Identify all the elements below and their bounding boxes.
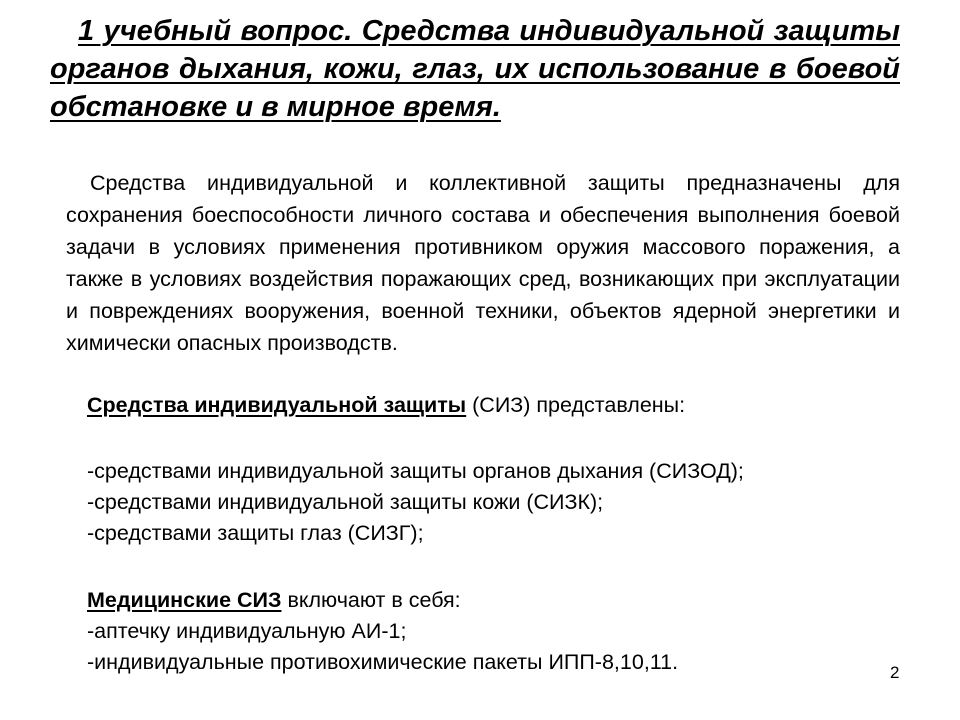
intro-paragraph: [66, 167, 900, 359]
siz-intro-line: [87, 391, 685, 419]
heading-text: 1 учебный вопрос. Средства индивидуальной защиты органов дыхания, кожи, глаз, их использование в боевой обстановке и в мирное время.: [50, 15, 900, 123]
list-item: -индивидуальные противохимические пакеты ИПП-8,10,11.: [87, 650, 679, 674]
list-item: -средствами индивидуальной защиты кожи (СИЗК);: [87, 490, 604, 514]
medical-intro-line: [87, 586, 461, 614]
siz-term: Средства индивидуальной защиты: [87, 393, 467, 417]
medical-intro-rest: включают в себя:: [281, 588, 461, 612]
siz-intro-rest: (СИЗ) представлены:: [466, 393, 686, 417]
list-item: -средствами индивидуальной защиты органов дыхания (СИЗОД);: [87, 459, 744, 483]
slide-heading: [50, 12, 900, 126]
intro-paragraph-text: Средства индивидуальной и коллективной защиты предназначены для сохранения боеспособности личного состава и обеспечения выполнения боевой задачи в условиях применения противником оружия массового поражения, а также в условиях воздействия поражающих сред, возникающих при эксплуатации и повреждениях вооружения, военной техники, объектов ядерной энергетики и химически опасных производств.: [66, 171, 900, 355]
page-number: 2: [890, 663, 900, 682]
medical-term: Медицинские СИЗ: [87, 588, 282, 612]
list-item: -средствами защиты глаз (СИЗГ);: [87, 521, 424, 545]
list-item: -аптечку индивидуальную АИ-1;: [87, 619, 407, 643]
